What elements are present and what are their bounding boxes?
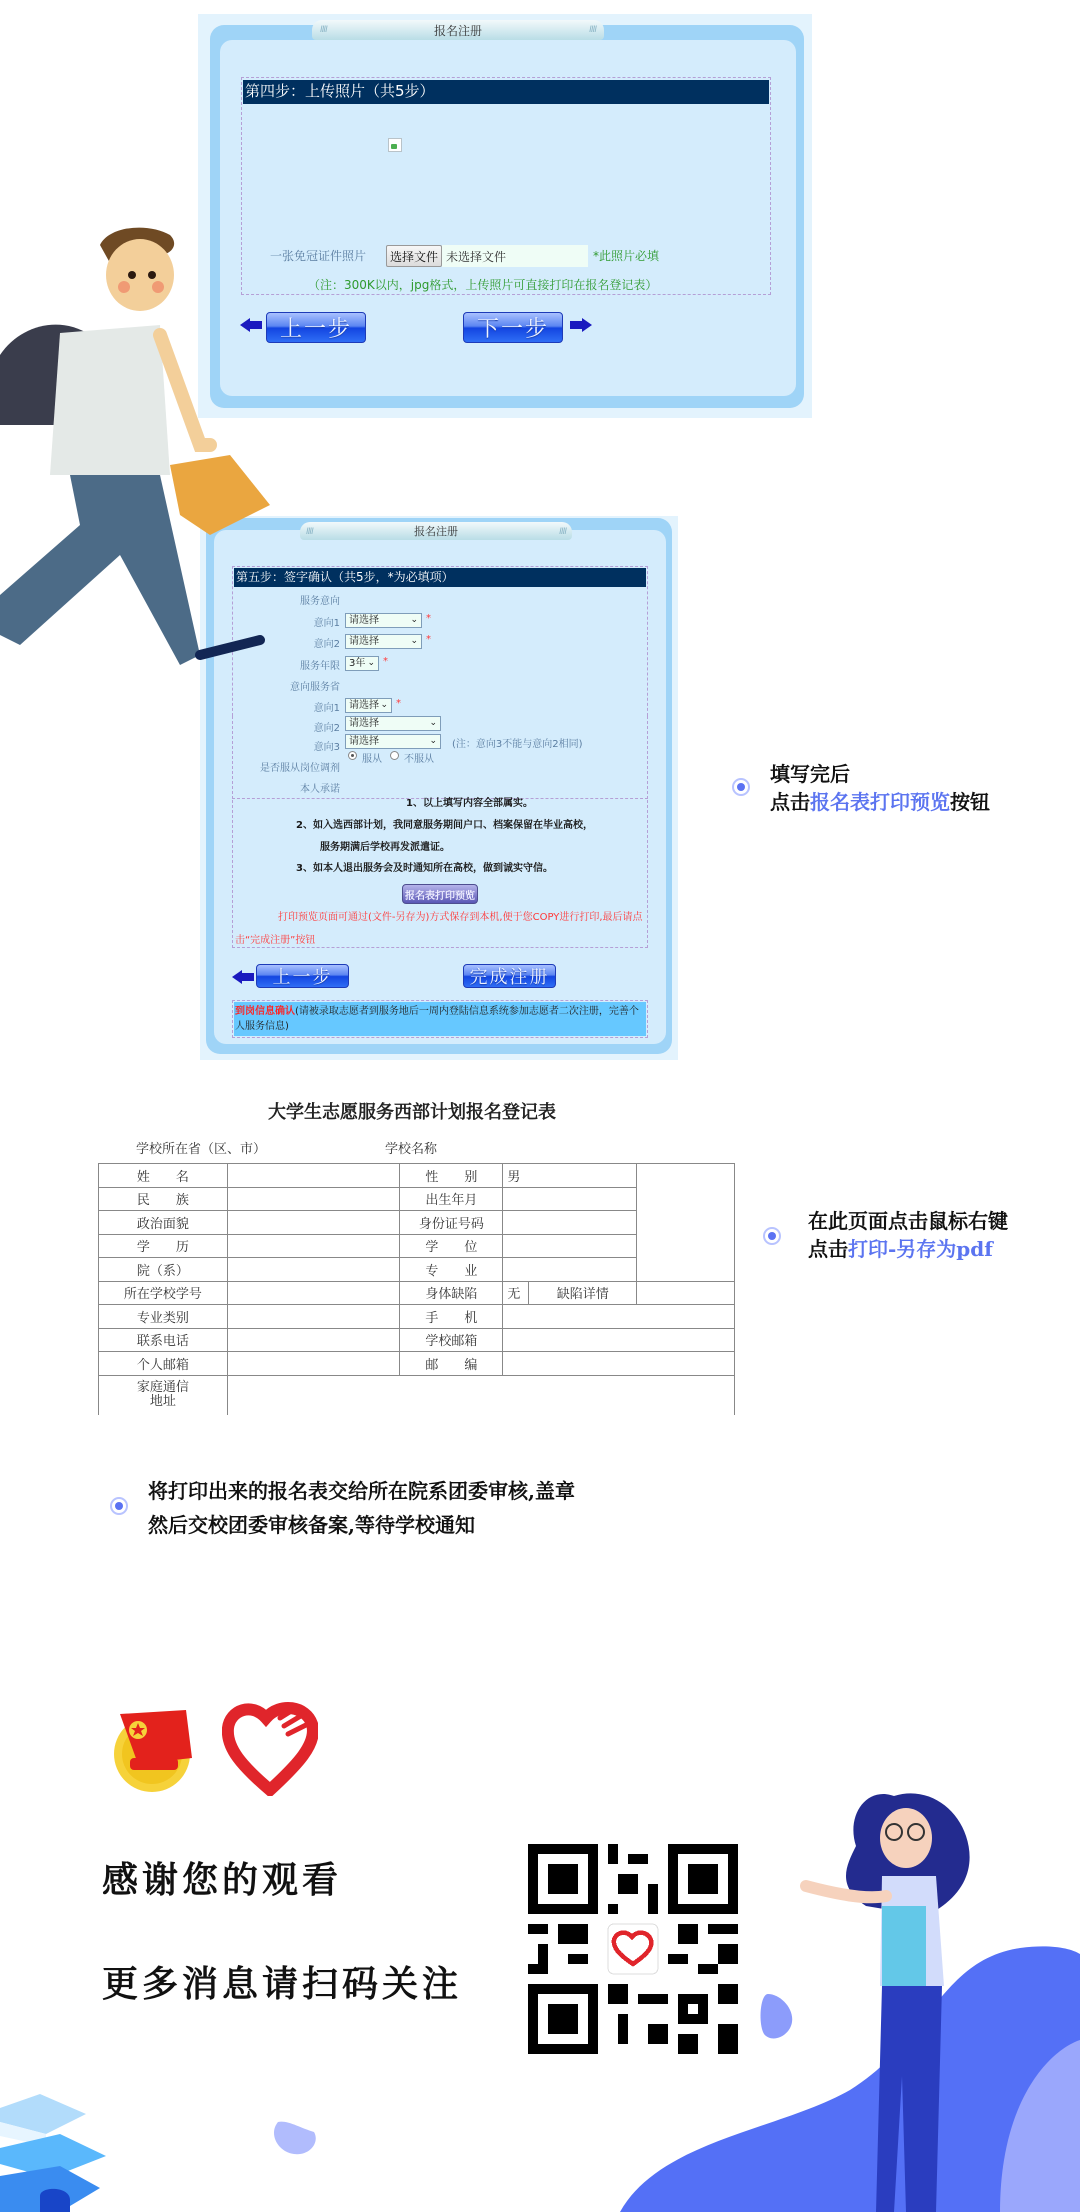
next-step-button[interactable]: 下一步 xyxy=(463,312,563,343)
presenter-illustration xyxy=(776,1776,1036,2212)
step-title-bar: 第五步：签字确认（共5步，*为必填项） xyxy=(234,568,646,587)
file-name-display[interactable]: 未选择文件 xyxy=(442,245,588,267)
school-province-label: 学校所在省（区、市） xyxy=(136,1142,267,1157)
adjust-yes-radio[interactable] xyxy=(348,751,357,760)
bullet-icon xyxy=(732,778,750,796)
bullet-icon xyxy=(763,1227,781,1245)
table-row: 学 历 学 位 xyxy=(99,1234,735,1258)
adjust-no-label: 不服从 xyxy=(404,754,434,765)
intent1-label: 意向1 xyxy=(313,618,340,629)
step5-panel: ⅡⅡ 报名注册 ⅡⅡ 第五步：签字确认（共5步，*为必填项） 服务意向 意向1 请选择 ⌄ * 意向2 请选择 ⌄ * 服务年限 3年 ⌄ * 意向服务省 意向1 请选择 ⌄ * 意向2 请选择 ⌄ 意向3 请选择 ⌄ (注：意向3不能与意向2相同) 服从 不服从 是否服从岗位调剂 本人承诺 1、以上填写内容全部属实。 2、如入选西部计划，我同意服务期间户口、档案保留在毕业高校， 服务期满后学校再发派遣证。 3、如本人退出服务会及时通知所在高校，做到诚实守信。 报名表打印预览 打印预览页面可通过(文件-另存为)方式保存到本机,便于您COPY进行打印,最后请点 击“完成注册”按钮 上一步 完成注册 到岗信息确认(请被录取志愿者到服务地后一周内登陆信息系统参加志愿者二次注册，完善个人服务信息) xyxy=(200,516,678,1060)
photo-preview-image xyxy=(388,138,402,152)
promise-label: 本人承诺 xyxy=(300,784,340,795)
arrow-left-icon xyxy=(232,970,254,984)
prev-step-button[interactable]: 上一步 xyxy=(266,312,366,343)
table-row: 专业类别 手 机 xyxy=(99,1305,735,1329)
prov3-select[interactable]: 请选择 ⌄ xyxy=(345,734,441,749)
books-illustration xyxy=(0,2086,110,2212)
table-row: 民 族 出生年月 xyxy=(99,1187,735,1211)
step4-panel xyxy=(198,14,812,418)
youth-league-emblem-icon xyxy=(108,1700,202,1794)
table-row: 姓 名 性 别 男 xyxy=(99,1164,735,1188)
photo-required-note: *此照片必填 xyxy=(593,249,660,263)
chevron-down-icon: ⌄ xyxy=(367,658,375,668)
chevron-down-icon: ⌄ xyxy=(410,615,418,625)
panel-title: 报名注册 xyxy=(433,23,482,38)
promise-2: 2、如入选西部计划，我同意服务期间户口、档案保留在毕业高校， xyxy=(296,820,593,831)
chevron-down-icon: ⌄ xyxy=(429,736,437,746)
form-title: 大学生志愿服务西部计划报名登记表 xyxy=(268,1102,556,1123)
finish-registration-button[interactable]: 完成注册 xyxy=(463,964,556,988)
step-title-bar: 第四步：上传照片（共5步） xyxy=(243,80,769,104)
prov1-select[interactable]: 请选择 ⌄ xyxy=(345,698,392,713)
photo-cell xyxy=(637,1164,735,1282)
print-preview-button[interactable]: 报名表打印预览 xyxy=(402,884,478,904)
table-row: 家庭通信 地址 xyxy=(99,1375,735,1415)
adjust-no-radio[interactable] xyxy=(390,751,399,760)
photo-label: 一张免冠证件照片 xyxy=(270,249,367,263)
arrow-right-icon xyxy=(570,318,592,332)
follow-heading: 更多消息请扫码关注 xyxy=(102,1963,463,2005)
volunteer-heart-logo-icon xyxy=(222,1700,318,1796)
promise-3: 3、如本人退出服务会及时通知所在高校，做到诚实守信。 xyxy=(296,863,553,874)
panel-tab-header: ⅡⅡ 报名注册 ⅡⅡ xyxy=(300,522,572,540)
print-note: 打印预览页面可通过(文件-另存为)方式保存到本机,便于您COPY进行打印,最后请点 xyxy=(278,912,643,923)
prov2-label: 意向2 xyxy=(313,723,340,734)
service-intent-label: 服务意向 xyxy=(300,596,340,607)
callout-submit-review: 将打印出来的报名表交给所在院系团委审核,盖章 然后交校团委审核备案,等待学校通知 xyxy=(148,1479,575,1537)
service-years-label: 服务年限 xyxy=(300,661,340,672)
panel-title: 报名注册 xyxy=(414,525,458,538)
walking-student-illustration xyxy=(0,215,280,715)
registration-table xyxy=(98,1163,735,1415)
callout-print-preview: 填写完后 点击报名表打印预览按钮 xyxy=(770,762,990,814)
intent2-label: 意向2 xyxy=(313,639,340,650)
adjust-label: 是否服从岗位调剂 xyxy=(260,763,340,774)
arrival-info-bar xyxy=(234,1002,646,1036)
promise-2-cont: 服务期满后学校再发派遣证。 xyxy=(320,842,450,853)
thanks-heading: 感谢您的观看 xyxy=(102,1859,343,1901)
province-intent-label: 意向服务省 xyxy=(290,682,340,693)
table-row: 院（系） 专 业 xyxy=(99,1258,735,1282)
prov3-label: 意向3 xyxy=(313,742,340,753)
choose-file-button[interactable]: 选择文件 xyxy=(386,245,442,267)
table-row: 所在学校学号 身体缺陷 无 缺陷详情 xyxy=(99,1281,735,1305)
chevron-down-icon: ⌄ xyxy=(429,718,437,728)
arrival-title: 到岗信息确认 xyxy=(235,1006,295,1017)
intent2-select[interactable]: 请选择 ⌄ xyxy=(345,634,422,649)
chevron-down-icon: ⌄ xyxy=(410,636,418,646)
prev-step-button[interactable]: 上一步 xyxy=(256,964,349,988)
school-name-label: 学校名称 xyxy=(385,1142,438,1157)
table-row: 政治面貌 身份证号码 xyxy=(99,1211,735,1235)
prov2-select[interactable]: 请选择 ⌄ xyxy=(345,716,441,731)
blob-decoration xyxy=(270,2120,320,2158)
table-row: 联系电话 学校邮箱 xyxy=(99,1328,735,1352)
bullet-icon xyxy=(110,1497,128,1515)
prov1-label: 意向1 xyxy=(313,703,340,714)
upload-hint: （注：300K以内，jpg格式，上传照片可直接打印在报名登记表） xyxy=(308,278,658,292)
adjust-yes-label: 服从 xyxy=(362,754,382,765)
service-years-select[interactable]: 3年 ⌄ xyxy=(345,656,379,671)
table-row: 个人邮箱 邮 编 xyxy=(99,1352,735,1376)
callout-save-pdf: 在此页面点击鼠标右键 点击打印-另存为pdf xyxy=(808,1209,1008,1261)
panel-tab-header: ⅡⅡ 报名注册 ⅡⅡ xyxy=(312,20,604,40)
chevron-down-icon: ⌄ xyxy=(380,700,388,710)
print-note-cont: 击“完成注册”按钮 xyxy=(235,935,316,946)
prov3-note: (注：意向3不能与意向2相同) xyxy=(452,739,583,750)
arrival-text: (请被录取志愿者到服务地后一周内登陆信息系统参加志愿者二次注册，完善个人服务信息) xyxy=(235,1006,639,1032)
promise-1: 1、以上填写内容全部属实。 xyxy=(406,798,533,809)
intent1-select[interactable]: 请选择 ⌄ xyxy=(345,613,422,628)
